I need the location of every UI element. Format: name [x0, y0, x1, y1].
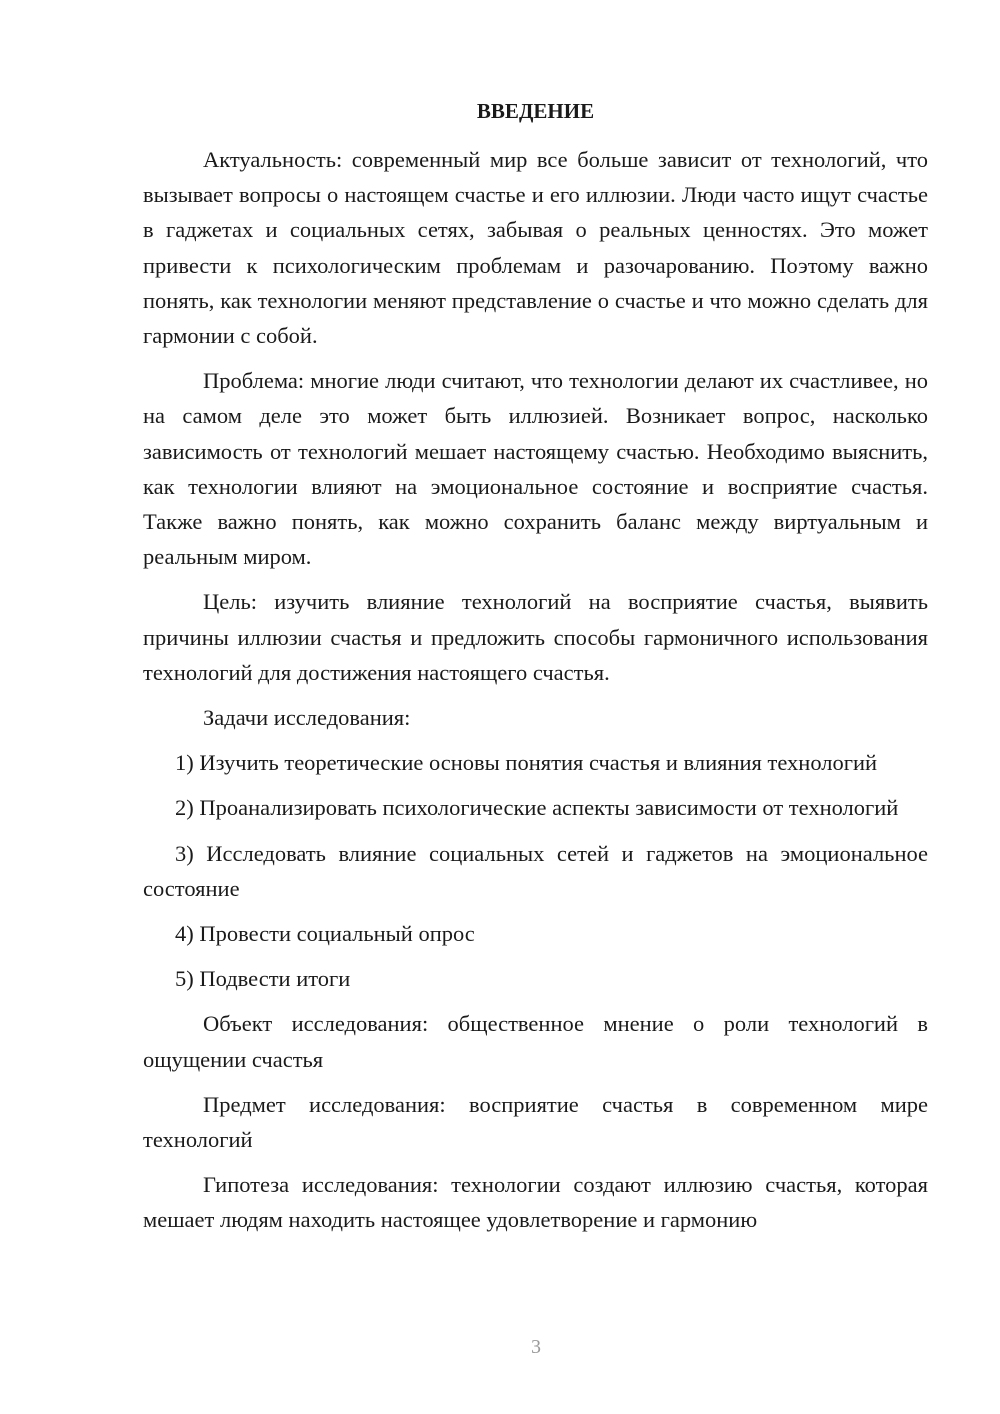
task-item-1: 1) Изучить теоретические основы понятия счастья и влияния технологий [175, 750, 878, 776]
paragraph-relevance: Актуальность: современный мир все больше зависит от технологий, что вызывает вопросы о настоящем счастье и его иллюзии. Люди часто ищут счастье в гаджетах и социальных сетях, забывая о реальных ценностях. Это может привести к психологическим проблемам и разочарованию. Поэтому важно понять, как технологии меняют представление о счастье и что можно сделать для гармонии с собой. [143, 147, 928, 349]
paragraph-tasks-heading: Задачи исследования: [203, 705, 411, 731]
page-number: 3 [531, 1336, 541, 1358]
paragraph-subject: Предмет исследования: восприятие счастья в современном мире технологий [143, 1091, 928, 1153]
paragraph-problem: Проблема: многие люди считают, что технологии делают их счастливее, но на самом деле это может быть иллюзией. Возникает вопрос, насколько зависимость от технологий мешает настоящему счастью. Необходимо выяснить, как технологии влияют на эмоциональное состояние и восприятие счастья. Также важно понять, как можно сохранить баланс между виртуальным и реальным миром. [143, 368, 928, 570]
task-item-4: 4) Провести социальный опрос [175, 921, 475, 947]
task-item-2: 2) Проанализировать психологические аспекты зависимости от технологий [175, 795, 899, 821]
page-title: ВВЕДЕНИЕ [476, 99, 595, 123]
paragraph-goal: Цель: изучить влияние технологий на восприятие счастья, выявить причины иллюзии счастья и предложить способы гармоничного использования технологий для достижения настоящего счастья. [143, 589, 928, 685]
task-item-5: 5) Подвести итоги [175, 966, 351, 992]
task-item-3: 3) Исследовать влияние социальных сетей и гаджетов на эмоциональное состояние [143, 840, 928, 901]
document-body [143, 142, 928, 1248]
paragraph-hypothesis: Гипотеза исследования: технологии создают иллюзию счастья, которая мешает людям находить настоящее удовлетворение и гармонию [143, 1172, 928, 1233]
paragraph-object: Объект исследования: общественное мнение о роли технологий в ощущении счастья [143, 1011, 928, 1072]
